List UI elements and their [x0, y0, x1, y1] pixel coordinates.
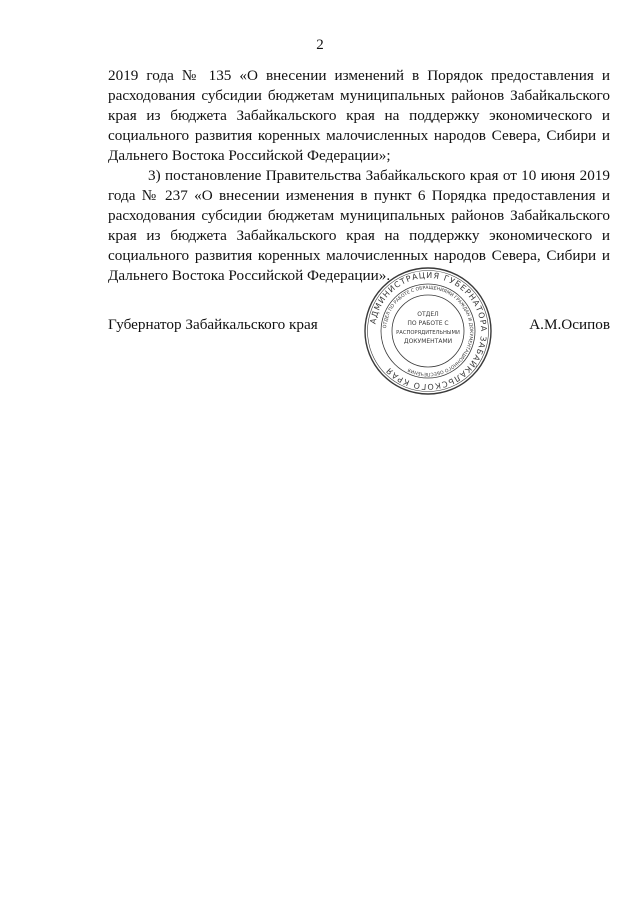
- seal-graphic: [362, 265, 494, 397]
- document-body: [108, 66, 610, 286]
- stamp-center-line: РАСПОРЯДИТЕЛЬНЫМИ: [396, 330, 460, 336]
- stamp-center-line: ОТДЕЛ: [417, 311, 439, 318]
- stamp-outer-text: АДМИНИСТРАЦИЯ ГУБЕРНАТОРА ЗАБАЙКАЛЬСКОГО КРАЯ: [368, 270, 489, 392]
- stamp-inner-text: ОТДЕЛ ПО РАБОТЕ С ОБРАЩЕНИЯМИ ГРАЖДАН И ДОКУМЕНТАЦИОННОГО ОБЕСПЕЧЕНИЯ: [383, 285, 474, 377]
- official-seal-stamp: [362, 265, 494, 397]
- paragraph-continuation: 2019 года № 135 «О внесении изменений в Порядок предоставления и расходования субсидии бюджетам муниципальных районов Забайкальского края из бюджета Забайкальского края на поддержку экономического и социального развития коренных малочисленных народов Севера, Сибири и Дальнего Востока Российской Федерации»;: [108, 67, 610, 164]
- signer-name: А.М.Осипов: [529, 316, 610, 333]
- stamp-center-line: ПО РАБОТЕ С: [407, 320, 449, 327]
- signer-title: Губернатор Забайкальского края: [108, 316, 318, 333]
- paragraph-item-3: 3) постановление Правительства Забайкальского края от 10 июня 2019 года № 237 «О внесении изменения в пункт 6 Порядка предоставления и расходования субсидии бюджетам муниципальных районов Забайкальского края из бюджета Забайкальского края на поддержку экономического и социального развития коренных малочисленных народов Севера, Сибири и Дальнего Востока Российской Федерации».: [108, 167, 610, 284]
- stamp-center-line: ДОКУМЕНТАМИ: [403, 338, 453, 345]
- page-number: 2: [316, 37, 324, 53]
